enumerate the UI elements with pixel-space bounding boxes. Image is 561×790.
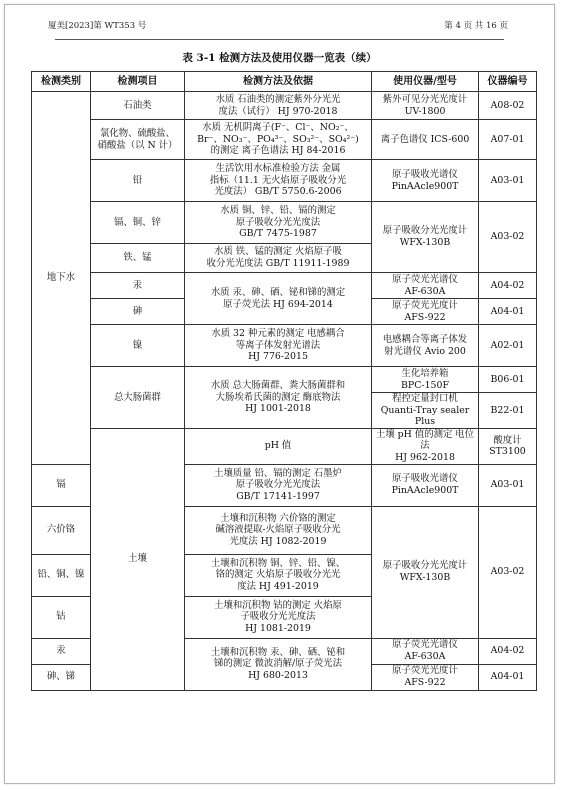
code-cell: A03-02 xyxy=(479,506,537,638)
category-groundwater: 地下水 xyxy=(32,92,91,465)
cell-line: 锑的测定 微波消解/原子荧光法 xyxy=(213,658,342,670)
method-cell xyxy=(185,506,372,554)
cell-line: AFS-922 xyxy=(404,677,446,689)
cell-line: 水质 石油类的测定紫外分光光 xyxy=(215,93,341,105)
code-cell: A07-01 xyxy=(479,120,537,160)
cell-line: HJ 1081-2019 xyxy=(245,622,311,634)
cell-line: 原子荧光光度计 xyxy=(392,665,458,677)
instrument-cell xyxy=(372,464,479,506)
method-cell xyxy=(185,120,372,160)
cell-line: BPC-150F xyxy=(401,379,449,391)
cell-line: 氯化物、硫酸盐、 xyxy=(99,127,175,139)
cell-line: 度法 HJ 491-2019 xyxy=(237,580,319,592)
cell-line: 等离子体发射光谱法 xyxy=(235,339,321,351)
report-number: 厦美[2023]第 WT353 号 xyxy=(48,21,147,31)
item-cell: 钴 xyxy=(32,596,91,638)
item-cell: 汞 xyxy=(91,273,185,299)
cell-line: 土壤和沉积物 汞、砷、硒、铋和 xyxy=(210,646,346,658)
cell-line: 射光谱仪 Avio 200 xyxy=(384,345,466,357)
code-cell: A03-01 xyxy=(479,160,537,202)
method-cell xyxy=(185,367,372,429)
code-cell: A04-01 xyxy=(479,299,537,325)
item-cell: 砷、锑 xyxy=(32,664,91,690)
cell-line: PinAAcle900T xyxy=(391,485,459,497)
instrument-cell xyxy=(372,664,479,690)
table-row xyxy=(32,92,537,120)
method-cell xyxy=(372,428,479,464)
code-cell: A08-02 xyxy=(479,92,537,120)
category-soil: 土壤 xyxy=(91,428,185,690)
item-cell: 镉 xyxy=(32,464,91,506)
code-cell: B22-01 xyxy=(479,393,537,429)
cell-line: 收分光光度法 GB/T 11911-1989 xyxy=(206,258,350,269)
instrument-cell xyxy=(372,202,479,273)
cell-line: AFS-922 xyxy=(404,311,446,323)
cell-line: 水质 无机阴离子(F⁻、Cl⁻、NO₂⁻、 xyxy=(202,122,354,134)
item-cell: 石油类 xyxy=(91,92,185,120)
cell-line: HJ 962-2018 xyxy=(395,451,455,463)
cell-line: 水质 铁、锰的测定 火焰原子吸 xyxy=(214,246,342,258)
cell-line: 原子吸收分光光度法 xyxy=(235,479,321,491)
document-page xyxy=(4,4,555,784)
table-header-row xyxy=(32,72,537,92)
cell-line: 原子吸收分光光度法 xyxy=(235,216,321,228)
instrument-cell xyxy=(372,273,479,299)
instrument-cell xyxy=(372,638,479,664)
page-number: 第 4 页 共 16 页 xyxy=(444,21,508,31)
cell-line: 土壤和沉积物 六价铬的测定 xyxy=(220,512,336,524)
cell-line: 原子吸收分光光度计 xyxy=(382,560,468,572)
cell-line: 土壤质量 铅、镉的测定 石墨炉 xyxy=(214,467,342,479)
instrument-cell xyxy=(372,325,479,367)
col-header-code: 仪器编号 xyxy=(479,72,537,92)
cell-line: 生活饮用水标准检验方法 金属 xyxy=(215,163,341,175)
code-cell: B06-01 xyxy=(479,367,537,393)
cell-line: Quanti-Tray sealer Plus xyxy=(380,404,470,428)
cell-line: 水质 铜、锌、铅、镉的测定 xyxy=(220,205,336,217)
cell-line: 土壤和沉积物 钴的测定 火焰原 xyxy=(214,599,342,611)
cell-line: HJ 1001-2018 xyxy=(245,403,311,415)
cell-line: HJ 776-2015 xyxy=(248,351,308,363)
instrument-cell xyxy=(372,160,479,202)
code-cell: A02-01 xyxy=(479,325,537,367)
page-header xyxy=(28,19,530,33)
cell-line: 光度法 HJ 1082-2019 xyxy=(229,535,327,547)
item-cell: pH 值 xyxy=(185,428,372,464)
cell-line: 紫外可见分光光度计 xyxy=(382,93,468,105)
cell-line: 子吸收分光光度法 xyxy=(240,611,316,623)
cell-line: 水质 32 种元素的测定 电感耦合 xyxy=(211,328,345,340)
cell-line: AF-630A xyxy=(404,651,446,663)
method-cell xyxy=(185,325,372,367)
cell-line: 程控定量封口机 xyxy=(392,393,458,404)
cell-line: 度法（试行） HJ 970-2018 xyxy=(218,105,338,117)
cell-line: 碱溶液提取-火焰原子吸收分光 xyxy=(215,524,341,536)
col-header-category: 检测类别 xyxy=(32,72,91,92)
cell-line: 光度法） GB/T 5750.6-2006 xyxy=(214,186,342,198)
code-cell: A04-02 xyxy=(479,273,537,299)
cell-line: 原子荧光光谱仪 xyxy=(392,273,458,285)
cell-line: 土壤 pH 值的测定 电位法 xyxy=(375,428,475,452)
method-cell xyxy=(185,244,372,273)
item-cell: 汞 xyxy=(32,638,91,664)
method-cell xyxy=(185,554,372,596)
instrument-cell xyxy=(372,299,479,325)
cell-line: WFX-130B xyxy=(399,237,451,248)
method-cell xyxy=(185,596,372,638)
table-row xyxy=(32,160,537,202)
instrument-cell xyxy=(372,92,479,120)
item-cell: 铅、铜、镍 xyxy=(32,554,91,596)
cell-line: 酸度计 ST3100 xyxy=(489,434,526,458)
item-cell: 六价铬 xyxy=(32,506,91,554)
method-cell xyxy=(185,160,372,202)
cell-line: 原子吸收光谱仪 xyxy=(392,168,458,180)
instrument-cell xyxy=(479,428,537,464)
col-header-method: 检测方法及依据 xyxy=(185,72,372,92)
cell-line: PinAAcle900T xyxy=(391,180,459,192)
code-cell: A04-02 xyxy=(479,638,537,664)
cell-line: GB/T 17141-1997 xyxy=(236,490,320,502)
item-cell: 铁、锰 xyxy=(91,244,185,273)
table-row xyxy=(32,325,537,367)
cell-line: UV-1800 xyxy=(404,105,446,117)
header-rule xyxy=(55,39,504,40)
method-cell xyxy=(185,273,372,325)
cell-line: 水质 汞、砷、硒、铋和锑的测定 xyxy=(210,286,346,298)
cell-line: 原子荧光光度计 xyxy=(392,299,458,311)
item-cell xyxy=(91,120,185,160)
cell-line: 水质 总大肠菌群、粪大肠菌群和 xyxy=(210,380,346,391)
item-cell: 镉、铜、锌 xyxy=(91,202,185,244)
cell-line: Br⁻、NO₃⁻、PO₄³⁻、SO₃²⁻、SO₄²⁻) xyxy=(197,133,359,145)
table-row xyxy=(32,273,537,299)
table-row xyxy=(32,367,537,393)
cell-line: 原子荧光光谱仪 xyxy=(392,639,458,651)
table-row xyxy=(32,428,537,464)
cell-line: HJ 680-2013 xyxy=(248,669,308,681)
method-cell xyxy=(185,202,372,244)
cell-line: 的测定 离子色谱法 HJ 84-2016 xyxy=(210,145,346,157)
item-cell: 砷 xyxy=(91,299,185,325)
cell-line: 硝酸盐（以 N 计） xyxy=(97,139,178,151)
item-cell: 镍 xyxy=(91,325,185,367)
table-row xyxy=(32,202,537,244)
item-cell: 总大肠菌群 xyxy=(91,367,185,429)
table-row xyxy=(32,120,537,160)
methods-table xyxy=(31,71,537,691)
cell-line: 生化培养箱 xyxy=(401,367,449,379)
col-header-item: 检测项目 xyxy=(91,72,185,92)
cell-line: WFX-130B xyxy=(399,572,451,584)
cell-line: 指标（11.1 无火焰原子吸收分光 xyxy=(209,174,347,186)
code-cell: A03-02 xyxy=(479,202,537,273)
item-cell: 铅 xyxy=(91,160,185,202)
cell-line: AF-630A xyxy=(404,285,446,297)
table-title: 表 3-1 检测方法及使用仪器一览表（续） xyxy=(182,52,377,64)
instrument-cell xyxy=(372,506,479,638)
cell-line: 土壤和沉积物 铜、锌、铅、镍、 xyxy=(210,557,346,569)
code-cell: A03-01 xyxy=(479,464,537,506)
cell-line: 电感耦合等离子体发 xyxy=(382,333,468,345)
method-cell xyxy=(185,92,372,120)
instrument-cell xyxy=(372,120,479,160)
code-cell: A04-01 xyxy=(479,664,537,690)
method-cell xyxy=(185,638,372,690)
cell-line: 原子吸收分光光度计 xyxy=(382,225,468,237)
col-header-instrument: 使用仪器/型号 xyxy=(372,72,479,92)
instrument-cell xyxy=(372,393,479,429)
cell-line: GB/T 7475-1987 xyxy=(239,228,317,240)
instrument-cell xyxy=(372,367,479,393)
method-cell xyxy=(185,464,372,506)
cell-line: 原子荧光法 HJ 694-2014 xyxy=(223,298,333,310)
cell-line: 原子吸收光谱仪 xyxy=(392,473,458,485)
cell-line: 铬的测定 火焰原子吸收分光光 xyxy=(215,569,341,581)
cell-line: 大肠埃希氏菌的测定 酶底物法 xyxy=(215,391,341,403)
cell-line: 离子色谱仪 ICS-600 xyxy=(380,133,470,145)
